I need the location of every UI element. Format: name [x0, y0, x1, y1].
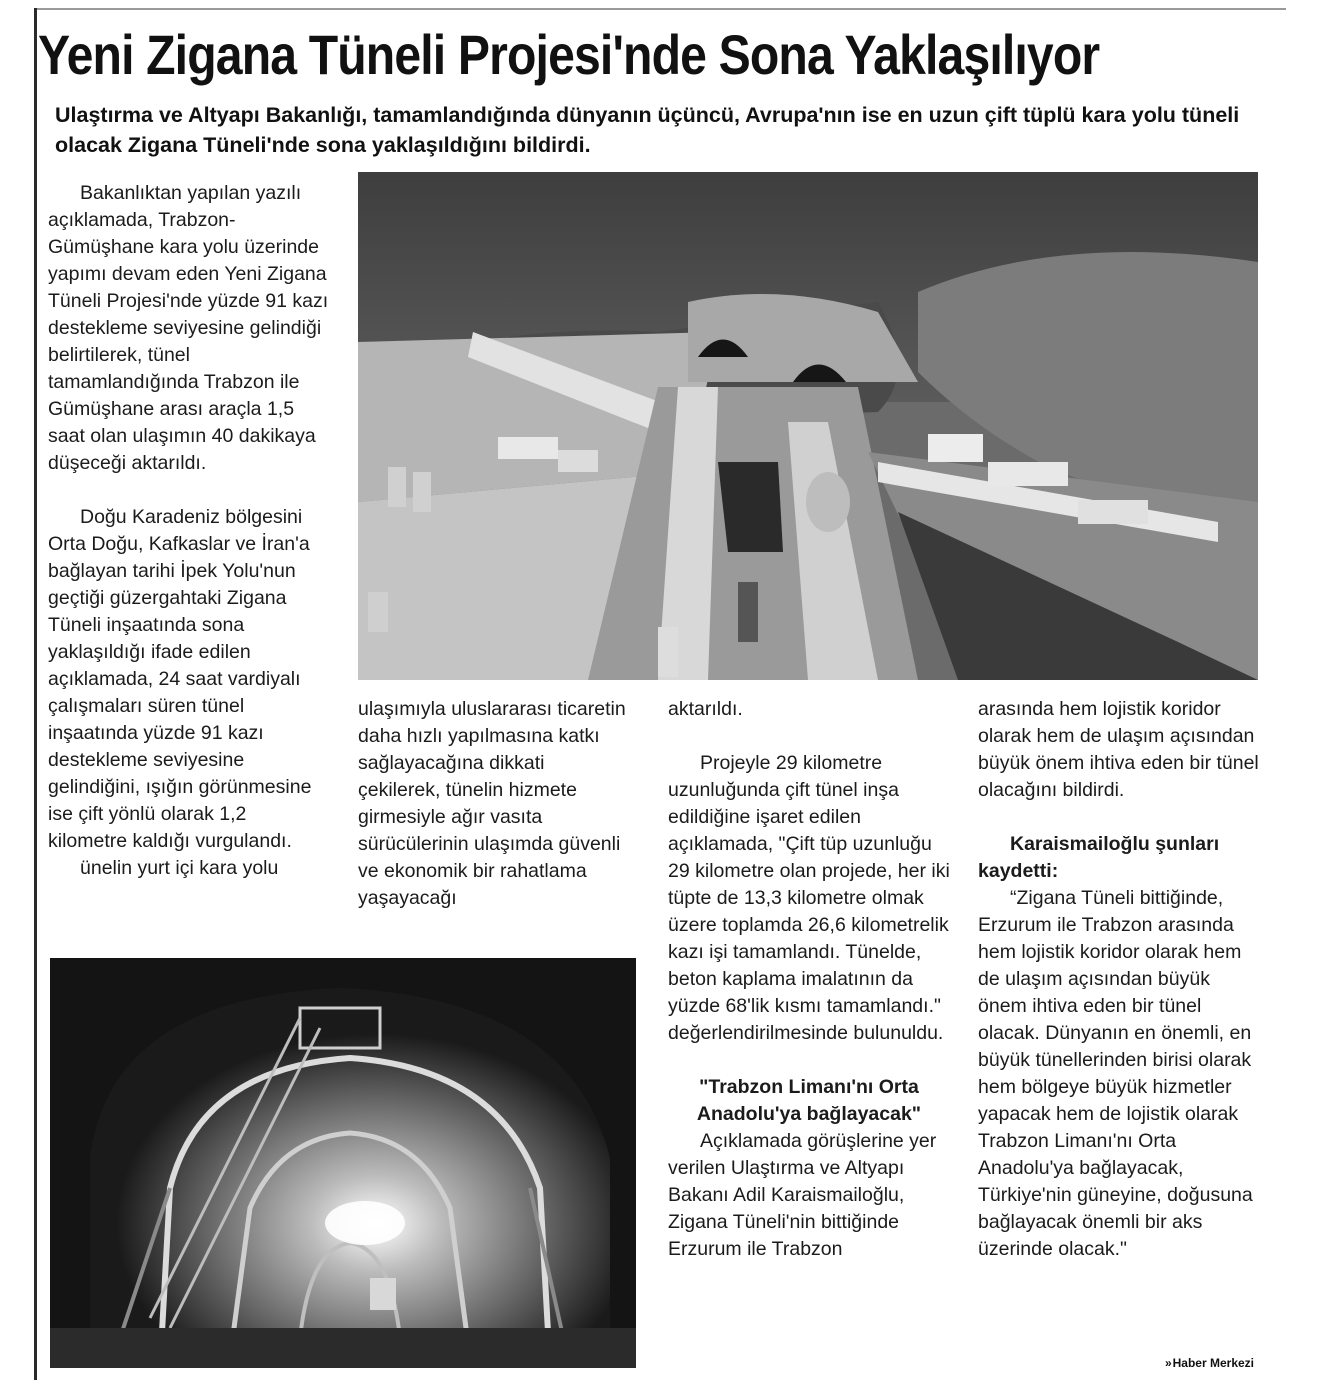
paragraph: “Zigana Tüneli bittiğinde, Erzurum ile Trabzon arasında hem lojistik koridor olarak hem de ulaşım açısından büyük önem ihtiva eden bir tünel olacak. Dünyanın en önemli, en büyük tünellerinden birisi olarak hem bölgeye büyük hizmetler yapacak hem de lojistik olarak Trabzon Limanı'nı Orta Anadolu'ya bağlayacak, Türkiye'nin güneyine, doğusuna bağlayacak önemli bir aks üzerinde olacak." — [978, 887, 1253, 1260]
headline: Yeni Zigana Tüneli Projesi'nde Sona Yaklaşılıyor — [38, 23, 1100, 86]
paragraph: aktarıldı. — [668, 698, 743, 720]
paragraph: Bakanlıktan yapılan yazılı açıklamada, Trabzon-Gümüşhane kara yolu üzerinde yapımı devam eden Yeni Zigana Tüneli Projesi'nde yüzde 91 kazı destekleme seviyesine gelindiği belirtilerek, tünel tamamlandığında Trabzon ile Gümüşhane arası araçla 1,5 saat olan ulaşımın 40 dakikaya düşeceği aktarıldı. — [48, 182, 329, 474]
paragraph: ünelin yurt içi kara yolu — [80, 857, 279, 879]
aerial-tunnel-photo — [358, 172, 1258, 680]
byline-text: Haber Merkezi — [1172, 1356, 1254, 1370]
top-rule — [34, 8, 1286, 10]
subheading: "Trabzon Limanı'nı Orta Anadolu'ya bağlayacak" — [696, 1076, 922, 1125]
subheading: Karaismailoğlu şunları kaydetti: — [978, 833, 1220, 882]
column-3 — [668, 696, 950, 1263]
subheadline: Ulaştırma ve Altyapı Bakanlığı, tamamlandığında dünyanın üçüncü, Avrupa'nın ise en uzun çift tüplü kara yolu tüneli olacak Zigana Tüneli'nde sona yaklaşıldığını bildirdi. — [55, 103, 1240, 157]
paragraph: ulaşımıyla uluslararası ticaretin daha hızlı yapılmasına katkı sağlayacağına dikkati çekilerek, tünelin hizmete girmesiyle ağır vasıta sürücülerinin ulaşımda güvenli ve ekonomik bir rahatlama yaşayacağı — [358, 698, 626, 909]
column-1 — [48, 180, 330, 882]
paragraph: Doğu Karadeniz bölgesini Orta Doğu, Kafkaslar ve İran'a bağlayan tarihi İpek Yolu'nun geçtiği güzergahtaki Zigana Tüneli inşaatında sona yaklaşıldığı ifade edilen açıklamada, 24 saat vardiyalı çalışmaları süren tünel inşaatında yüzde 91 kazı destekleme seviyesine gelindiğini, ışığın görünmesine ise çift yönlü olarak 1,2 kilometre kaldığı vurgulandı. — [48, 506, 312, 852]
column-4 — [978, 696, 1260, 1263]
double-arrow-icon: » — [1164, 1356, 1169, 1370]
paragraph: Projeyle 29 kilometre uzunluğunda çift tünel inşa edildiğine işaret edilen açıklamada, "Çift tüp uzunluğu 29 kilometre olan projede, her iki tüpte de 13,3 kilometre olmak üzere toplamda 26,6 kilometrelik kazı işi tamamlandı. Tünelde, beton kaplama imalatının da yüzde 68'lik kısmı tamamlandı." değerlendirilmesinde bulunuldu. — [668, 752, 950, 1044]
column-2 — [358, 696, 626, 912]
byline — [1165, 1356, 1254, 1370]
tunnel-interior-photo — [50, 958, 636, 1368]
paragraph: arasında hem lojistik koridor olarak hem de ulaşım açısından büyük önem ihtiva eden bir tünel olacağını bildirdi. — [978, 698, 1259, 801]
paragraph: Açıklamada görüşlerine yer verilen Ulaştırma ve Altyapı Bakanı Adil Karaismailoğlu, Zigana Tüneli'nin bittiğinde Erzurum ile Trabzon — [668, 1130, 937, 1260]
left-rule — [34, 8, 37, 1380]
